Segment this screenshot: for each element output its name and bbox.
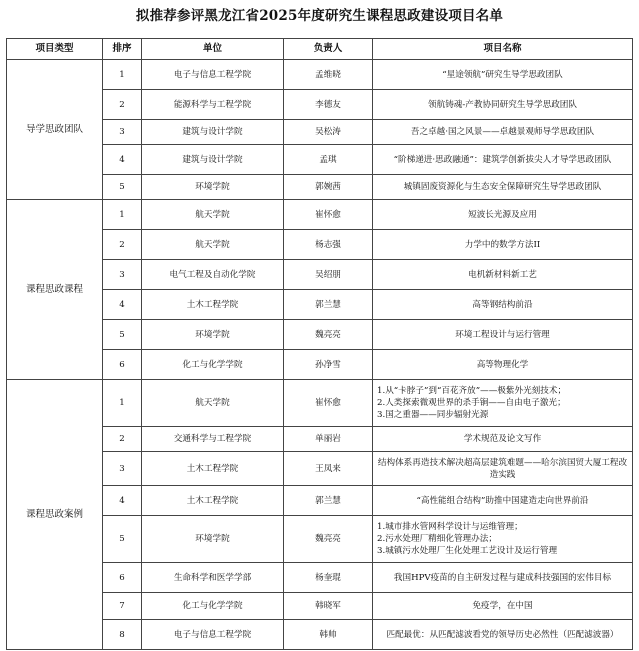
order-cell: 4 [103,290,142,320]
unit-cell: 环境学院 [142,320,284,350]
table-row [7,200,633,230]
order-cell: 5 [103,320,142,350]
leader-cell: 崔怀愈 [284,380,373,427]
project-name-cell: “星途领航”研究生导学思政团队 [373,60,633,90]
header-unit: 单位 [142,39,284,60]
unit-cell: 航天学院 [142,230,284,260]
unit-cell: 交通科学与工程学院 [142,427,284,452]
unit-cell: 生命科学和医学学部 [142,563,284,593]
header-row [7,39,633,60]
order-cell: 7 [103,593,142,620]
project-name-cell: 高等物理化学 [373,350,633,380]
unit-cell: 建筑与设计学院 [142,120,284,145]
order-cell: 2 [103,427,142,452]
project-name-cell [373,516,633,563]
order-cell: 3 [103,452,142,486]
project-name-cell: 结构体系再造技术解决超高层建筑难题——哈尔滨国贸大厦工程改造实践 [373,452,633,486]
unit-cell: 化工与化学学院 [142,593,284,620]
header-order: 排序 [103,39,142,60]
project-name-line: 2.污水处理厂精细化管理办法； [377,534,497,544]
leader-cell: 郭婉茜 [284,175,373,200]
leader-cell: 吴松涛 [284,120,373,145]
order-cell: 4 [103,145,142,175]
leader-cell: 杨奎琨 [284,563,373,593]
project-type-cell: 课程思政课程 [7,200,103,380]
project-name-cell: 免疫学，在中国 [373,593,633,620]
unit-cell: 建筑与设计学院 [142,145,284,175]
project-name-line: 2.人类探索微观世界的杀手锏——自由电子激光； [377,398,566,408]
project-name-cell: 城镇固废资源化与生态安全保障研究生导学思政团队 [373,175,633,200]
header-leader: 负责人 [284,39,373,60]
table-row [7,60,633,90]
project-name-line: 1.城市排水管网科学设计与运维管理； [377,522,523,532]
unit-cell: 电子与信息工程学院 [142,60,284,90]
order-cell: 5 [103,516,142,563]
order-cell: 1 [103,200,142,230]
unit-cell: 土木工程学院 [142,452,284,486]
leader-cell: 李德友 [284,90,373,120]
unit-cell: 电子与信息工程学院 [142,620,284,650]
project-name-line: 3.国之重器——同步辐射光源 [377,410,489,420]
header-project: 项目名称 [373,39,633,60]
order-cell: 2 [103,230,142,260]
project-name-cell: “阶梯递进·思政融通”：建筑学创新拔尖人才导学思政团队 [373,145,633,175]
unit-cell: 环境学院 [142,175,284,200]
order-cell: 6 [103,350,142,380]
project-type-cell: 导学思政团队 [7,60,103,200]
order-cell: 8 [103,620,142,650]
unit-cell: 化工与化学学院 [142,350,284,380]
project-name-cell: 高等钢结构前沿 [373,290,633,320]
leader-cell: 魏亮亮 [284,320,373,350]
order-cell: 3 [103,120,142,145]
leader-cell: 孟琪 [284,145,373,175]
leader-cell: 韩晓军 [284,593,373,620]
unit-cell: 环境学院 [142,516,284,563]
project-name-cell: 领航铸魂-产教协同研究生导学思政团队 [373,90,633,120]
project-type-cell: 课程思政案例 [7,380,103,650]
leader-cell: 孙净雪 [284,350,373,380]
project-name-cell: 电机新材料新工艺 [373,260,633,290]
document-title: 拟推荐参评黑龙江省2025年度研究生课程思政建设项目名单 [135,8,504,24]
project-name-cell: 匹配最优：从匹配滤波看党的领导历史必然性（匹配滤波器） [373,620,633,650]
project-name-cell: “高性能组合结构”助推中国建造走向世界前沿 [373,486,633,516]
project-name-cell: 吾之卓越·国之风景——卓越景观师导学思政团队 [373,120,633,145]
header-type: 项目类型 [7,39,103,60]
leader-cell: 郭兰慧 [284,290,373,320]
order-cell: 3 [103,260,142,290]
project-name-cell [373,380,633,427]
leader-cell: 单丽岩 [284,427,373,452]
unit-cell: 土木工程学院 [142,290,284,320]
order-cell: 2 [103,90,142,120]
project-name-cell: 学术规范及论文写作 [373,427,633,452]
project-name-cell: 力学中的数学方法II [373,230,633,260]
project-name-cell: 环境工程设计与运行管理 [373,320,633,350]
unit-cell: 能源科学与工程学院 [142,90,284,120]
leader-cell: 孟维晓 [284,60,373,90]
leader-cell: 王凤来 [284,452,373,486]
order-cell: 1 [103,60,142,90]
order-cell: 4 [103,486,142,516]
project-name-line: 1.从“卡脖子”到“百花齐放”——极紫外光刻技术； [377,386,567,396]
project-table [6,38,633,650]
unit-cell: 航天学院 [142,200,284,230]
unit-cell: 航天学院 [142,380,284,427]
leader-cell: 杨志强 [284,230,373,260]
project-name-line: 3.城镇污水处理厂生化处理工艺设计及运行管理 [377,546,558,556]
leader-cell: 魏亮亮 [284,516,373,563]
order-cell: 6 [103,563,142,593]
unit-cell: 电气工程及自动化学院 [142,260,284,290]
order-cell: 1 [103,380,142,427]
order-cell: 5 [103,175,142,200]
leader-cell: 崔怀愈 [284,200,373,230]
leader-cell: 吴绍朋 [284,260,373,290]
leader-cell: 郭兰慧 [284,486,373,516]
unit-cell: 土木工程学院 [142,486,284,516]
leader-cell: 韩帅 [284,620,373,650]
project-name-cell: 短波长光源及应用 [373,200,633,230]
project-name-cell: 我国HPV疫苗的自主研发过程与建成科技强国的宏伟目标 [373,563,633,593]
table-row [7,380,633,427]
